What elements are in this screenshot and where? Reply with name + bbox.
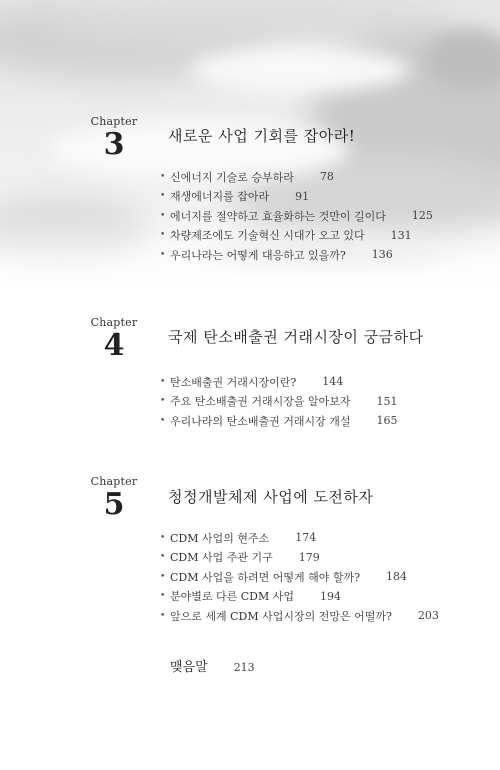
chapter-title[interactable]: 새로운 사업 기회를 잡아라!: [168, 127, 356, 145]
toc-entry[interactable]: [160, 226, 433, 246]
bullet-icon: •: [160, 571, 166, 582]
toc-entry[interactable]: [160, 187, 433, 207]
epilogue-entry[interactable]: [170, 656, 255, 675]
epilogue-title: 맺음말: [170, 660, 208, 675]
chapter-title[interactable]: 국제 탄소배출권 거래시장이 궁금하다: [168, 328, 424, 346]
entry-page-number: 184: [386, 570, 408, 584]
entry-page-number: 125: [411, 209, 433, 223]
toc-entry[interactable]: [160, 548, 439, 568]
chapter-number: 4: [103, 328, 125, 363]
entry-page-number: 174: [295, 531, 317, 545]
toc-entry[interactable]: [160, 587, 439, 607]
chapter-items: [160, 167, 433, 265]
entry-title: 주요 탄소배출권 거래시장을 알아보자: [170, 395, 351, 409]
bullet-icon: •: [160, 396, 166, 407]
bullet-icon: •: [160, 171, 166, 182]
entry-page-number: 144: [322, 375, 344, 389]
toc-entry[interactable]: [160, 372, 398, 392]
bullet-icon: •: [160, 532, 166, 543]
toc-entry[interactable]: [160, 411, 398, 431]
entry-page-number: 151: [376, 394, 398, 408]
chapter-label: Chapter: [90, 115, 138, 128]
toc-entry[interactable]: [160, 567, 439, 587]
toc-entry[interactable]: [160, 245, 433, 265]
bullet-icon: •: [160, 249, 166, 260]
entry-title: 우리나라는 어떻게 대응하고 있을까?: [170, 248, 346, 262]
chapter-label: Chapter: [90, 316, 138, 329]
toc-entry[interactable]: [160, 392, 398, 412]
entry-title: 차량제조에도 기술혁신 시대가 오고 있다: [170, 229, 365, 243]
entry-page-number: 165: [376, 414, 398, 428]
entry-page-number: 136: [371, 248, 393, 262]
bullet-icon: •: [160, 376, 166, 387]
entry-title: CDM 사업의 현주소: [170, 531, 270, 545]
bullet-icon: •: [160, 191, 166, 202]
bullet-icon: •: [160, 415, 166, 426]
entry-title: 재생에너지를 잡아라: [170, 190, 270, 204]
entry-title: CDM 사업을 하려면 어떻게 해야 할까?: [170, 570, 361, 584]
toc-entry[interactable]: [160, 206, 433, 226]
epilogue-page-number: 213: [233, 661, 255, 674]
entry-page-number: 179: [298, 550, 320, 564]
entry-title: 신에너지 기술로 승부하라: [170, 170, 294, 184]
chapter-title[interactable]: 청정개발체제 사업에 도전하자: [168, 488, 374, 506]
chapter-number: 5: [103, 487, 125, 522]
toc-entry[interactable]: [160, 606, 439, 626]
entry-page-number: 131: [390, 228, 412, 242]
entry-title: 분야별로 다른 CDM 사업: [170, 590, 294, 604]
bullet-icon: •: [160, 230, 166, 241]
bullet-icon: •: [160, 210, 166, 221]
bullet-icon: •: [160, 591, 166, 602]
entry-page-number: 194: [320, 589, 341, 603]
entry-page-number: 78: [319, 170, 334, 184]
entry-title: CDM 사업 주관 기구: [170, 551, 273, 565]
entry-title: 에너지를 절약하고 효율화하는 것만이 길이다: [170, 209, 386, 223]
chapter-label: Chapter: [90, 475, 138, 488]
entry-title: 탄소배출권 거래시장이란?: [170, 375, 297, 389]
entry-title: 우리나라의 탄소배출권 거래시장 개설: [170, 414, 351, 428]
entry-page-number: 203: [417, 609, 439, 623]
chapter-items: [160, 372, 398, 431]
toc-entry[interactable]: [160, 167, 433, 187]
toc-entry[interactable]: [160, 528, 439, 548]
bullet-icon: •: [160, 552, 166, 563]
entry-title: 앞으로 세계 CDM 사업시장의 전망은 어떨까?: [170, 609, 392, 623]
entry-page-number: 91: [295, 189, 310, 203]
chapter-items: [160, 528, 439, 626]
chapter-number: 3: [103, 127, 125, 162]
bullet-icon: •: [160, 610, 166, 621]
